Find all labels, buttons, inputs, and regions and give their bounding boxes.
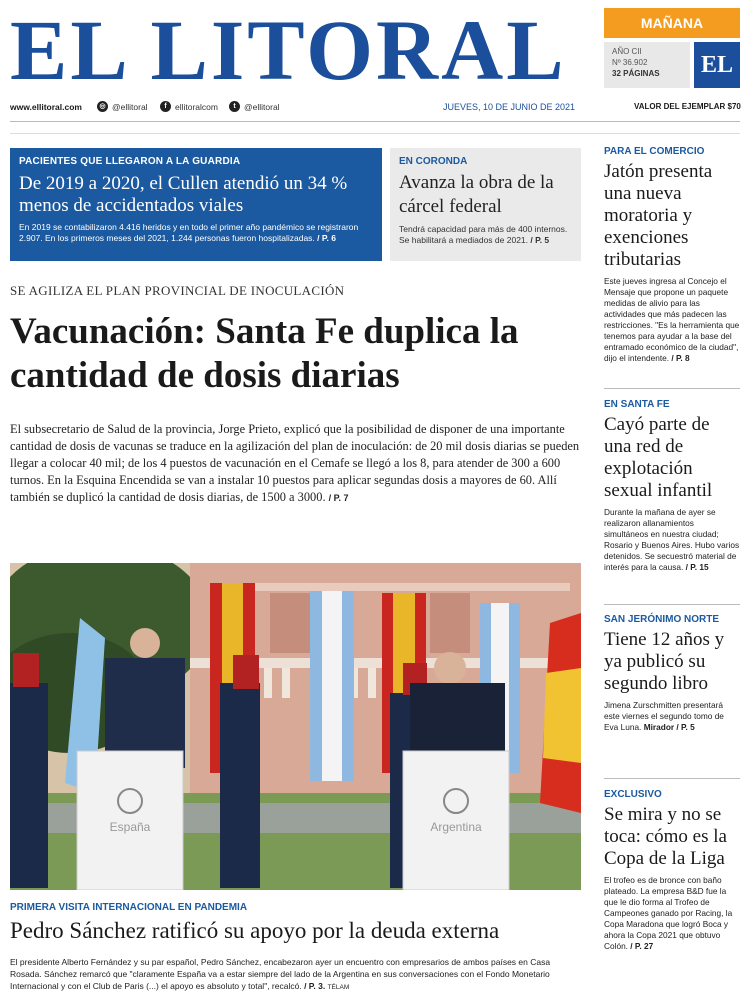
story-summary: Tendrá capacidad para más de 400 internos. Se habilitará a mediados de 2021. / P. 5 (399, 224, 568, 245)
divider (10, 121, 740, 122)
divider (604, 778, 740, 779)
side-story-libro[interactable] (604, 614, 740, 733)
story-headline: Cayó parte de una red de explotación sexual infantil (604, 414, 713, 501)
divider (604, 604, 740, 605)
info-bar (0, 97, 750, 119)
page-count: 32 PÁGINAS (612, 69, 660, 78)
photo-story-kicker: PRIMERA VISITA INTERNACIONAL EN PANDEMIA (10, 902, 248, 913)
photo-story-summary: El presidente Alberto Fernández y su par español, Pedro Sánchez, encabezaron ayer un encuentro con empresarios de ambos países en Casa Rosada. Sánchez remarcó que "claramente España va a estar siempre del lado de la Argentina en sus conversaciones con el Fondo Monetario Internacional y con el Club de Paris (...) el apoyo es absoluto y total", recalcó. / P. 3. TÉLAM (10, 957, 551, 991)
edition-info (604, 42, 690, 88)
divider (10, 133, 740, 134)
twitter-handle[interactable]: t @ellitoral (229, 101, 280, 112)
story-summary: En 2019 se contabilizaron 4.416 heridos y en todo el primer año pandémico se registraron 2.907. En los primeros meses del 2021, 1.244 personas fueron hospitalizadas. / P. 6 (19, 222, 359, 243)
divider (604, 388, 740, 389)
page-ref: Mirador / P. 5 (643, 722, 695, 732)
story-kicker: EN CORONDA (399, 156, 468, 167)
story-coronda[interactable] (390, 148, 581, 261)
page-ref: / P. 27 (630, 941, 654, 951)
story-kicker: EXCLUSIVO (604, 789, 662, 800)
instagram-icon: ◎ (97, 101, 108, 112)
story-headline: Se mira y no se toca: cómo es la Copa de la Liga (604, 804, 727, 869)
el-badge-logo: EL (694, 42, 740, 88)
story-kicker: SAN JERÓNIMO NORTE (604, 614, 720, 625)
story-headline: De 2019 a 2020, el Cullen atendió un 34 % menos de accidentados viales (19, 173, 348, 216)
page-ref: / P. 6 (317, 233, 336, 243)
story-summary: Jimena Zurschmitten presentará este viernes el segundo tomo de Eva Luna. Mirador / P. 5 (604, 700, 724, 732)
page-ref: / P. 7 (328, 493, 349, 503)
side-story-red[interactable] (604, 399, 740, 573)
issue-price: VALOR DEL EJEMPLAR $70 (634, 102, 741, 111)
page-ref: / P. 3. (304, 981, 326, 991)
twitter-icon: t (229, 101, 240, 112)
edition-box (604, 8, 740, 88)
story-headline: Avanza la obra de la cárcel federal (399, 172, 554, 217)
photo-illustration (10, 563, 581, 890)
lead-summary: El subsecretario de Salud de la provincia, Jorge Prieto, explicó que la posibilidad de disponer de una importante cantidad de dosis de vacunas se traduce en la agilización del plan de inoculación: de 20 mil dosis diarias se pueden llegar a colocar 40 mil; de los 4 puestos de vacunación en el Cemafe se llegó a los 8, para atender de 300 a 600 turnos. En la Esquina Encendida se van a instalar 10 puestos para aplicar segundas dosis a mayores de 60. Allí también se duplicó la cantidad de dosis diarias, de 1500 a 3000. / P. 7 (10, 422, 580, 504)
story-summary: Este jueves ingresa al Concejo el Mensaje que propone un paquete medidas de alivio para las actividades que más padecen las restricciones. "Es la herramienta que tenemos para ayudar a la base del entramado económico de la ciudad", dijo el intendente. / P. 8 (604, 276, 740, 363)
story-summary: Durante la mañana de ayer se realizaron allanamientos simultáneos en nuestra ciudad; Rosario y Buenos Aires. Hubo varios detenidos. Se secuestró material de interés para la causa. / P. 15 (604, 507, 740, 572)
story-headline: Tiene 12 años y ya publicó su segundo libro (604, 629, 725, 694)
lead-kicker: SE AGILIZA EL PLAN PROVINCIAL DE INOCULACIÓN (10, 283, 345, 298)
issue-number: Nº 36.902 (612, 58, 648, 67)
facebook-handle[interactable]: f ellitoralcom (160, 101, 218, 112)
podium-label-argentina: Argentina (430, 820, 482, 834)
side-story-jaton[interactable] (604, 146, 740, 364)
photo-credit: TÉLAM (327, 984, 350, 991)
story-headline: Jatón presenta una nueva moratoria y exenciones tributarias (604, 161, 713, 270)
story-kicker: PARA EL COMERCIO (604, 146, 705, 157)
masthead (0, 0, 750, 100)
issue-date: JUEVES, 10 DE JUNIO DE 2021 (443, 102, 576, 112)
story-kicker: EN SANTA FE (604, 399, 670, 410)
lead-photo[interactable] (10, 563, 581, 890)
side-story-copa[interactable] (604, 789, 740, 952)
page-ref: / P. 15 (685, 562, 709, 572)
podium-label-spain: España (109, 820, 151, 834)
photo-story-headline[interactable]: Pedro Sánchez ratificó su apoyo por la deuda externa (10, 918, 500, 943)
website-link[interactable]: www.ellitoral.com (10, 102, 82, 112)
page-ref: / P. 5 (530, 235, 550, 245)
page-ref: / P. 8 (671, 353, 690, 363)
story-cullen[interactable] (10, 148, 382, 261)
newspaper-logo[interactable]: EL LITORAL (10, 2, 567, 98)
edition-label: MAÑANA (604, 8, 740, 38)
story-summary: El trofeo es de bronce con baño plateado. La empresa B&D fue la que le dio forma al Trofeo de Campeones ganado por Racing, la Copa Maradona que logró Boca y ahora la Copa 2021 que obtuvo Colón. / P. 27 (604, 875, 733, 951)
instagram-handle[interactable]: ◎ @ellitoral (97, 101, 148, 112)
story-kicker: PACIENTES QUE LLEGARON A LA GUARDIA (19, 156, 241, 167)
facebook-icon: f (160, 101, 171, 112)
lead-headline[interactable]: Vacunación: Santa Fe duplica la cantidad de dosis diarias (10, 311, 519, 396)
year-label: AÑO CII (612, 47, 642, 56)
